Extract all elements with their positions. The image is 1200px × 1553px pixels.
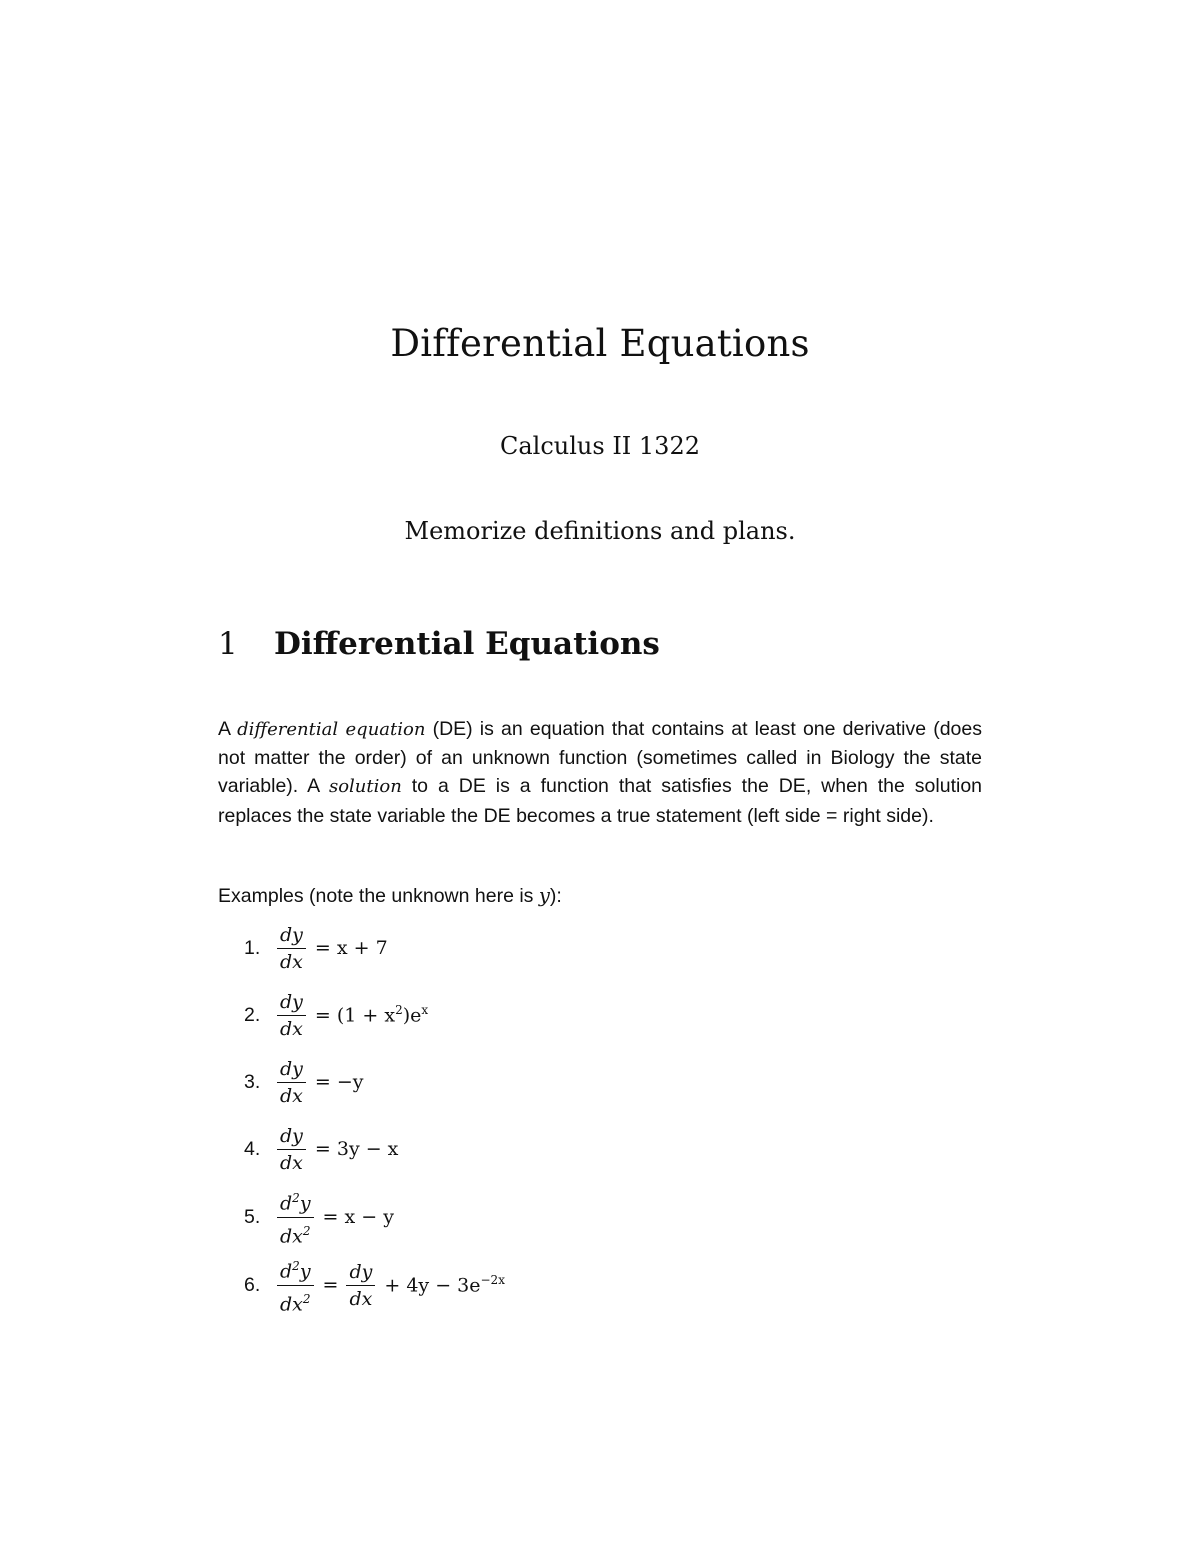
- second-derivative-fraction: [277, 1186, 314, 1248]
- term-solution: solution: [328, 776, 402, 798]
- numerator-part: d: [280, 1260, 293, 1283]
- definition-text: A: [218, 718, 238, 740]
- equation-item: [244, 1052, 364, 1112]
- equation-rhs: = x + 7: [314, 937, 388, 959]
- equation-rhs: = 3y − x: [314, 1138, 399, 1160]
- numerator-part: y: [299, 1260, 311, 1283]
- examples-intro-text: Examples (note the unknown here is: [218, 885, 539, 907]
- section-heading: [218, 626, 660, 662]
- fraction-denominator: dx: [280, 1017, 303, 1040]
- definition-paragraph: [218, 715, 982, 830]
- document-title: Differential Equations: [390, 322, 810, 365]
- examples-intro: [218, 884, 562, 908]
- numerator-exponent: 2: [292, 1191, 300, 1206]
- equation-item: [244, 1187, 394, 1247]
- derivative-fraction: [277, 990, 306, 1041]
- equation-label: 2.: [244, 1003, 261, 1026]
- equation-label: 1.: [244, 936, 261, 959]
- fraction-denominator: dx: [280, 1151, 303, 1174]
- fraction-numerator: dy: [277, 1124, 306, 1150]
- second-derivative-fraction: [277, 1254, 314, 1316]
- fraction-denominator: dx: [280, 1084, 303, 1107]
- equation-rhs: = −y: [314, 1071, 364, 1093]
- examples-intro-variable: y: [538, 884, 550, 907]
- fraction-denominator: dx: [280, 950, 303, 973]
- numerator-part: d: [280, 1192, 293, 1215]
- equation-rhs: [315, 1003, 428, 1026]
- rhs-exponent: 2: [395, 1003, 403, 1018]
- rhs-exponent: −2x: [480, 1273, 505, 1288]
- equation-item: [244, 1119, 398, 1179]
- rhs-part: + 4y − 3e: [384, 1274, 481, 1297]
- course-subtitle: Calculus II 1322: [500, 432, 700, 460]
- fraction-numerator: dy: [277, 990, 306, 1016]
- equation-rhs: [384, 1273, 505, 1296]
- fraction-numerator: dy: [277, 923, 306, 949]
- equation-rhs: = x − y: [322, 1206, 394, 1228]
- equation-item: [244, 985, 428, 1045]
- section-number: 1: [218, 626, 238, 662]
- fraction-denominator: dx: [349, 1287, 373, 1310]
- derivative-fraction: [277, 1124, 306, 1175]
- equation-label: 3.: [244, 1070, 261, 1093]
- derivative-fraction: [346, 1260, 375, 1311]
- definition-text: to a DE is a function that satisfies the DE, when the solution replaces the state variable the DE becomes a true statement (left side = right side).: [218, 775, 983, 827]
- equation-label: 4.: [244, 1137, 261, 1160]
- numerator-part: y: [299, 1192, 311, 1215]
- equation-label: 5.: [244, 1205, 261, 1228]
- rhs-part: )e: [402, 1004, 422, 1027]
- derivative-fraction: [277, 923, 306, 974]
- section-title: Differential Equations: [274, 626, 660, 662]
- definition-text: (DE) is an equation that contains at least one derivative (does not matter the order) of an unknown function (sometimes called in Biology the state variable). A: [218, 718, 982, 798]
- study-note: Memorize definitions and plans.: [404, 517, 796, 545]
- fraction-denominator: [277, 1218, 314, 1248]
- examples-intro-end: ):: [549, 885, 562, 907]
- denominator-exponent: 2: [302, 1291, 311, 1306]
- denominator-part: dx: [280, 1224, 303, 1247]
- fraction-numerator: [277, 1254, 314, 1285]
- numerator-exponent: 2: [292, 1259, 300, 1274]
- rhs-part: = (1 + x: [314, 1004, 396, 1027]
- denominator-exponent: 2: [302, 1223, 311, 1238]
- equation-item: [244, 1255, 505, 1315]
- rhs-exponent: x: [421, 1003, 429, 1018]
- fraction-numerator: dy: [346, 1260, 375, 1286]
- fraction-numerator: [277, 1186, 314, 1217]
- derivative-fraction: [277, 1057, 306, 1108]
- fraction-denominator: [277, 1286, 314, 1316]
- equation-item: [244, 918, 388, 978]
- fraction-numerator: dy: [277, 1057, 306, 1083]
- equation-label: 6.: [244, 1273, 261, 1296]
- term-differential-equation: differential equation: [237, 719, 426, 740]
- denominator-part: dx: [280, 1292, 303, 1315]
- equals-sign: =: [322, 1274, 339, 1296]
